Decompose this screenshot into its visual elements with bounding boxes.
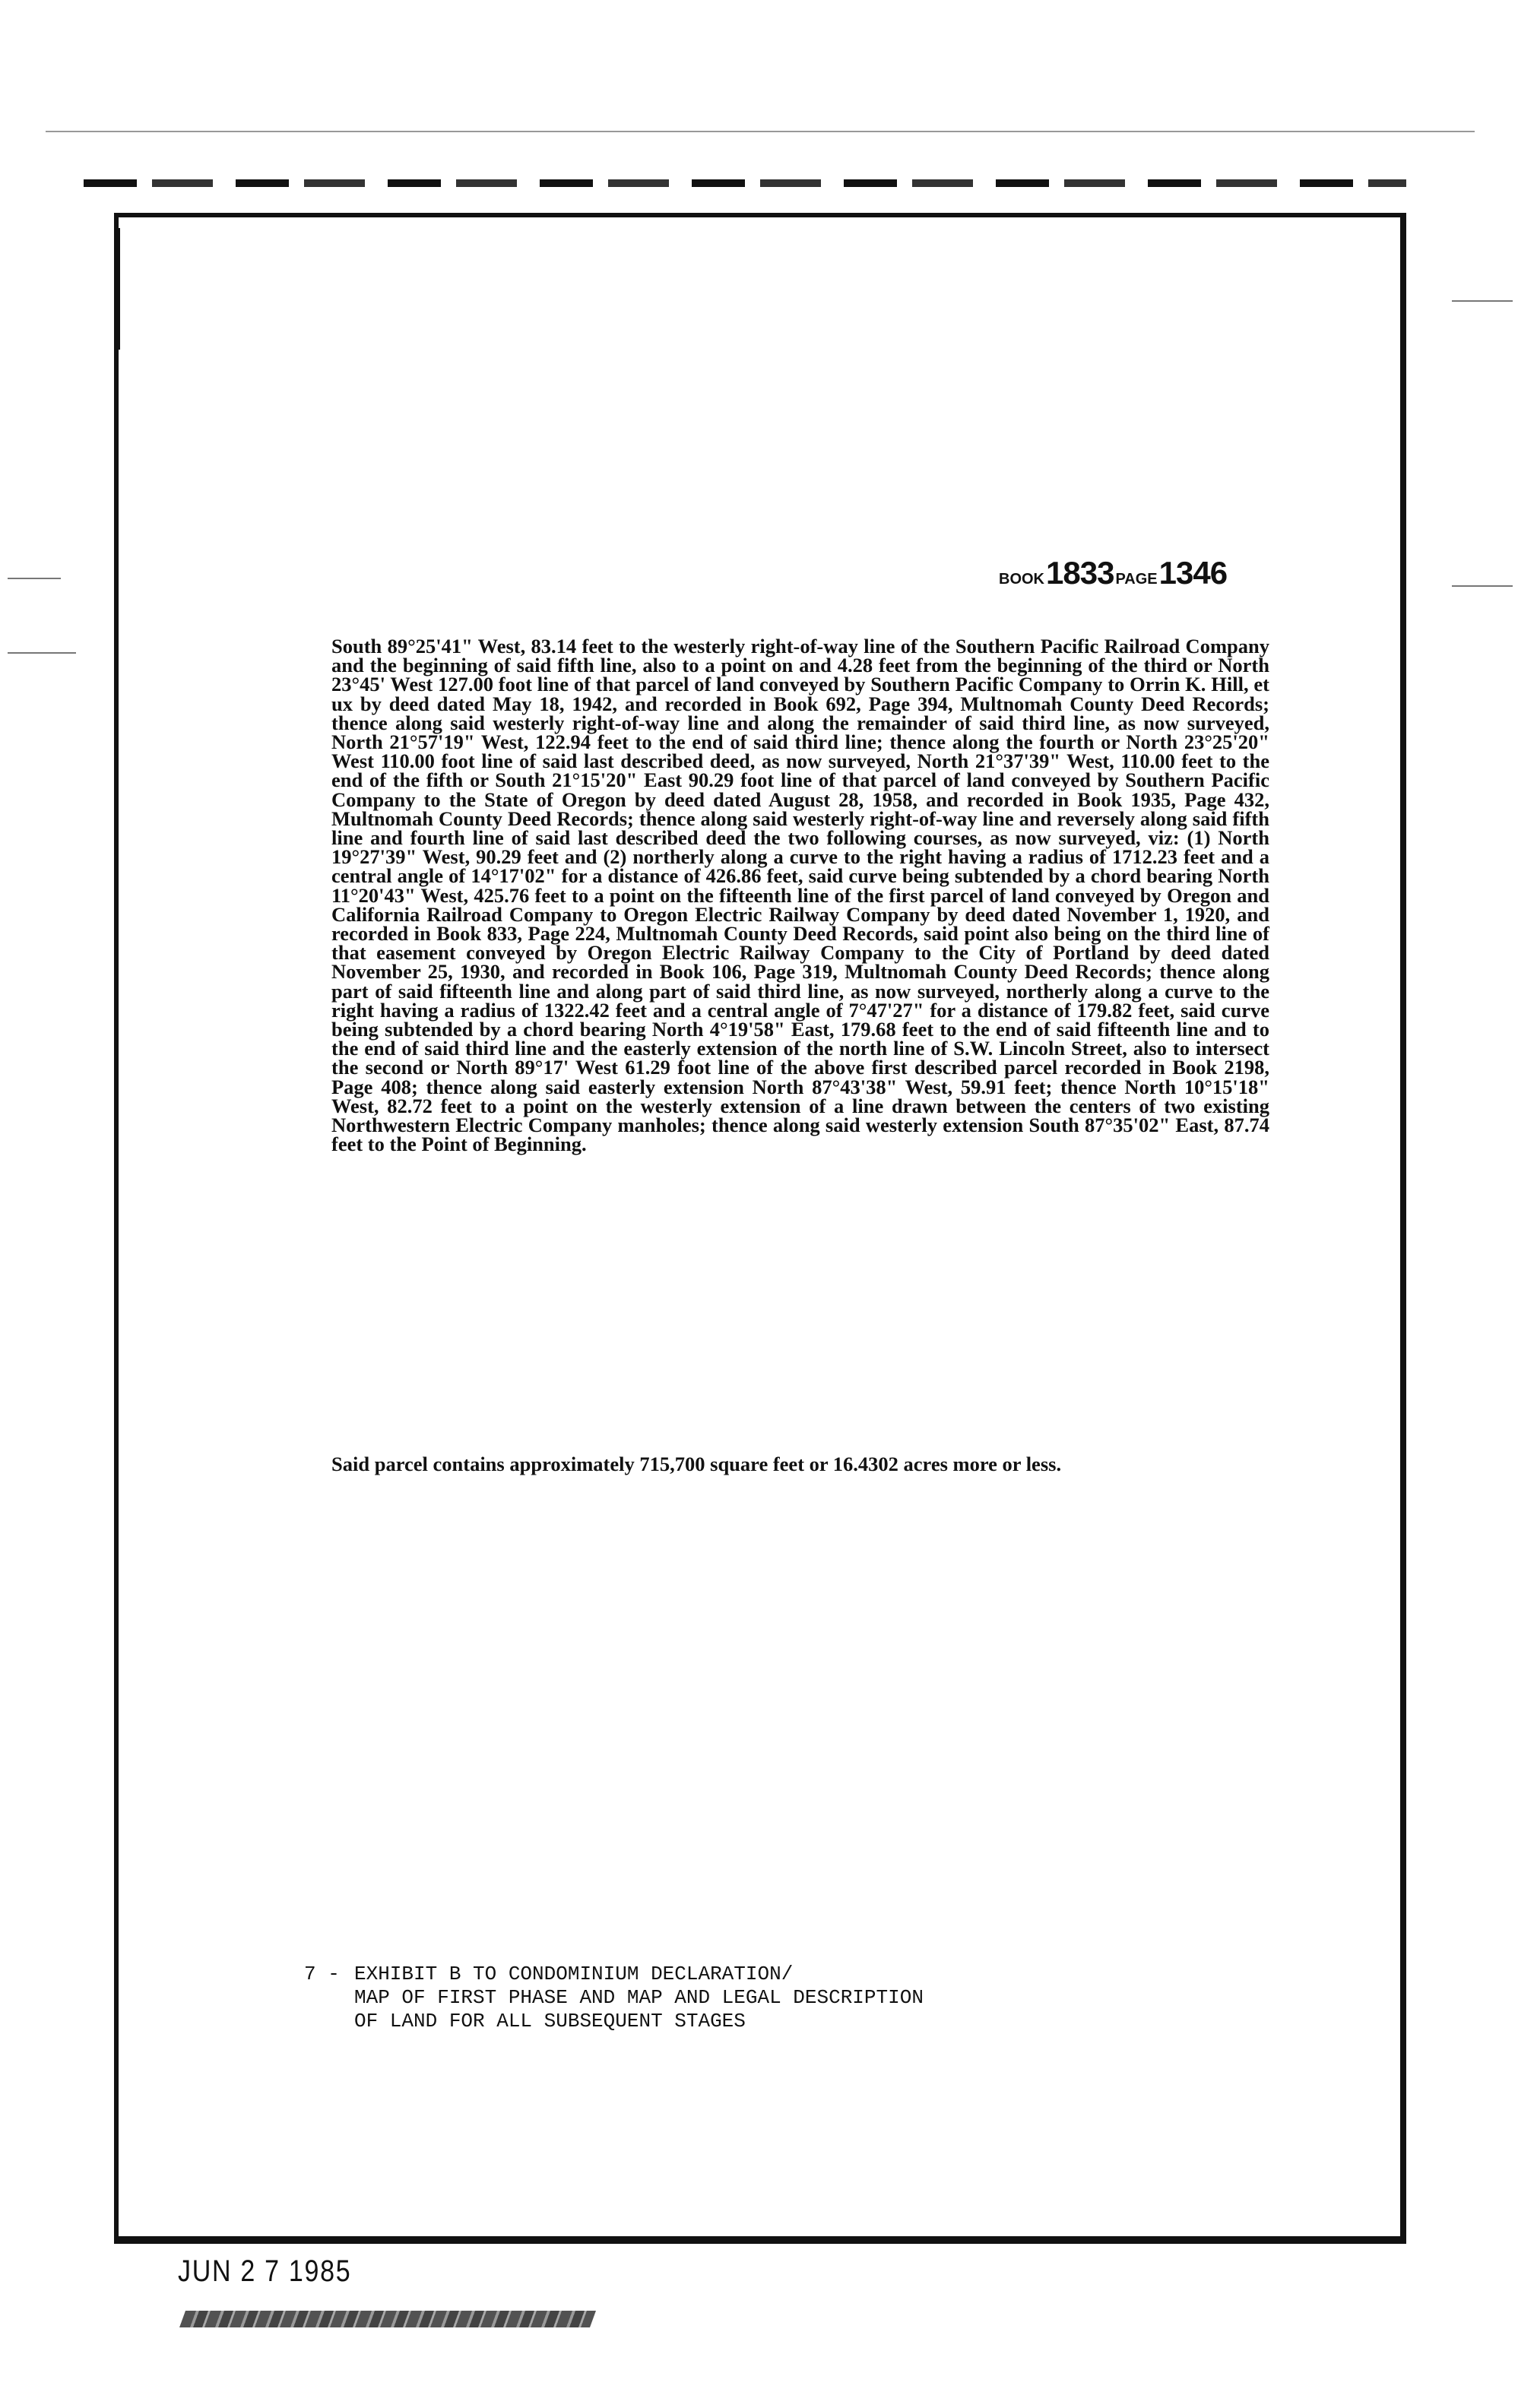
caption-line-2: MAP OF FIRST PHASE AND MAP AND LEGAL DESCRIPTION xyxy=(354,1986,924,2009)
document-border xyxy=(114,213,1406,2244)
date-stamp: JUN 2 7 1985 xyxy=(178,2254,352,2288)
scan-artifact-right-margin-rule xyxy=(1452,300,1513,302)
area-statement: Said parcel contains approximately 715,700 square feet or 16.4302 acres more or less. xyxy=(331,1453,1062,1475)
page-sequence-number: 7 - xyxy=(304,1963,340,1985)
scan-artifact-top-band xyxy=(84,179,1406,187)
caption-line-1-text: EXHIBIT B TO CONDOMINIUM DECLARATION/ xyxy=(354,1963,794,1985)
book-label: BOOK xyxy=(999,571,1044,588)
scan-artifact-right-margin-rule-2 xyxy=(1452,585,1513,587)
page-number: 1346 xyxy=(1158,555,1228,591)
scan-artifact-left-margin-rule xyxy=(8,578,61,579)
legal-description-paragraph: South 89°25'41" West, 83.14 feet to the westerly right-of-way line of the Southern Pacific Railroad Company and the beginning of said fifth line, also to a point on and 4.28 feet from the beginning of the third or North 23°45' West 127.00 foot line of that parcel of land conveyed by Southern Pacific Company to Orrin K. Hill, et ux by deed dated May 18, 1942, and recorded in Book 692, Page 394, Multnomah County Deed Records; thence along said westerly right-of-way line and along the remainder of said third line, as now surveyed, North 21°57'19" West, 122.94 feet to the end of said third line; thence along the fourth or North 23°25'20" West 110.00 foot line of said last described deed, as now surveyed, North 21°37'39" West, 110.00 feet to the end of the fifth or South 21°15'20" East 90.29 foot line of that parcel of land conveyed by Southern Pacific Company to the State of Oregon by deed dated August 28, 1958, and recorded in Book 1935, Page 432, Multnomah County Deed Records; thence along said westerly right-of-way line and reversely along said fifth line and fourth line of said last described deed the two following courses, as now surveyed, viz: (1) North 19°27'39" West, 90.29 feet and (2) northerly along a curve to the right having a radius of 1712.23 feet and a central angle of 14°17'02" for a distance of 426.86 feet, said curve being subtended by a chord bearing North 11°20'43" West, 425.76 feet to a point on the fifteenth line of the first parcel of land conveyed by Oregon and California Railroad Company to Oregon Electric Railway Company by deed dated November 1, 1920, and recorded in Book 833, Page 224, Multnomah County Deed Records, said point also being on the third line of that easement conveyed by Oregon Electric Railway Company to the City of Portland by deed dated November 25, 1930, and recorded in Book 106, Page 319, Multnomah County Deed Records; thence along part of said fifteenth line and along part of said third line, as now surveyed, northerly along a curve to the right having a radius of 1322.42 feet and a central angle of 7°47'27" for a distance of 179.82 feet, said curve being subtended by a chord bearing North 4°19'58" East, 179.68 feet to the end of said fifteenth line and to the end of said third line and the easterly extension of the north line of S.W. Lincoln Street, also to intersect the second or North 89°17' West 61.29 foot line of the above first described parcel recorded in Book 2198, Page 408; thence along said easterly extension North 87°43'38" West, 59.91 feet; thence North 10°15'18" West, 82.72 feet to a point on the westerly extension of a line drawn between the centers of two existing Northwestern Electric Company manholes; thence along said westerly extension South 87°35'02" East, 87.74 feet to the Point of Beginning. xyxy=(331,635,1269,1156)
caption-line-3: OF LAND FOR ALL SUBSEQUENT STAGES xyxy=(354,2010,746,2033)
caption-line-1 xyxy=(304,1963,924,1986)
book-number: 1833 xyxy=(1046,555,1114,591)
scan-artifact-left-margin-rule-2 xyxy=(8,652,76,654)
book-page-reference xyxy=(997,555,1227,591)
scan-artifact-top-rule xyxy=(46,131,1475,132)
page-label: PAGE xyxy=(1115,571,1158,588)
illegible-redacted-mark xyxy=(179,2311,596,2327)
exhibit-caption xyxy=(304,1963,924,2033)
